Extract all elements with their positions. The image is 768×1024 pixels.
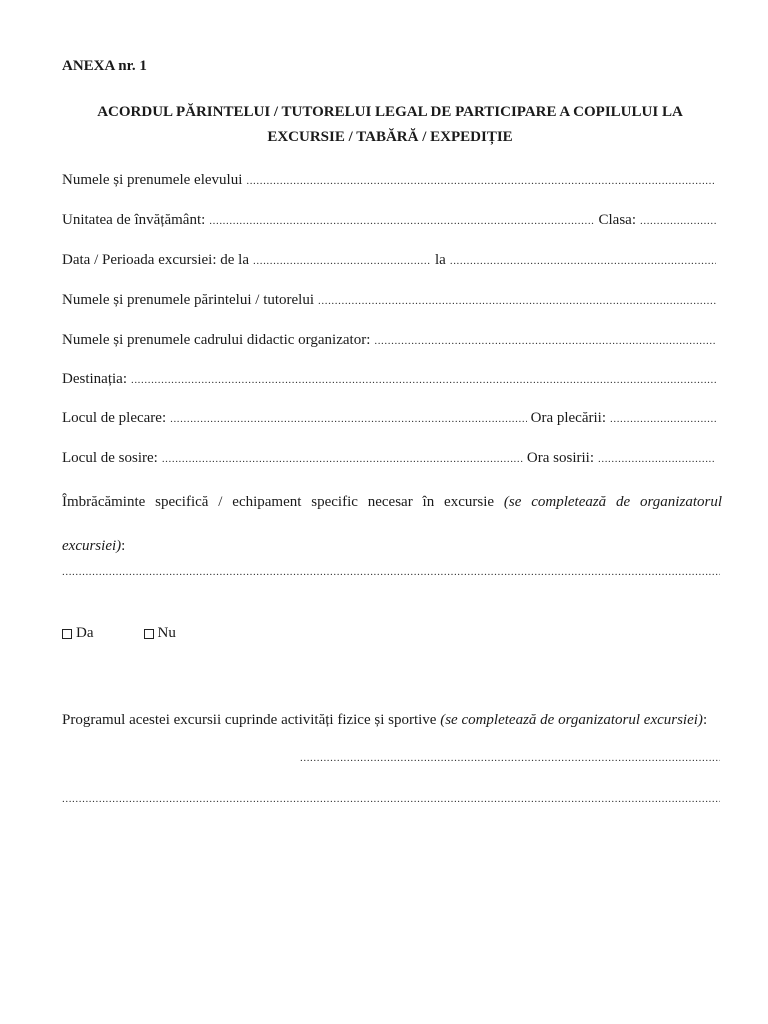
class-field[interactable] <box>640 215 716 227</box>
equipment-field[interactable] <box>62 566 720 578</box>
departure-place-field[interactable] <box>170 413 527 425</box>
program-paragraph <box>62 698 722 742</box>
class-label: Clasa: <box>598 212 636 228</box>
yes-label: Da <box>76 625 94 641</box>
equipment-line-row <box>62 566 720 578</box>
period-to-label: la <box>435 252 446 268</box>
equipment-paragraph <box>62 480 722 568</box>
document-title <box>60 100 720 150</box>
arrival-row <box>62 450 720 467</box>
period-from-label: Data / Perioada excursiei: de la <box>62 252 250 268</box>
equipment-colon: : <box>121 538 126 554</box>
program-colon: : <box>702 712 708 728</box>
teacher-name-row <box>62 332 720 349</box>
no-label: Nu <box>157 625 176 641</box>
parent-name-row <box>62 292 720 309</box>
program-line-row-2 <box>62 793 720 805</box>
student-name-field[interactable] <box>246 175 716 187</box>
no-checkbox[interactable] <box>144 629 154 639</box>
school-unit-row <box>62 212 720 229</box>
parent-name-label: Numele și prenumele părintelui / tutorelui <box>62 292 315 308</box>
program-field-2[interactable] <box>62 793 720 805</box>
departure-row <box>62 410 720 427</box>
program-text: Programul acestei excursii cuprinde activități fizice și sportive <box>62 712 437 728</box>
yes-checkbox[interactable] <box>62 629 72 639</box>
departure-time-field[interactable] <box>610 413 716 425</box>
student-name-label: Numele și prenumele elevului <box>62 172 243 188</box>
program-note: (se completează de organizatorul excursiei) <box>440 712 703 728</box>
no-option[interactable] <box>144 625 176 642</box>
title-line-1: ACORDUL PĂRINTELUI / TUTORELUI LEGAL DE PARTICIPARE A COPILULUI LA <box>97 104 683 120</box>
arrival-time-label: Ora sosirii: <box>526 450 594 466</box>
school-unit-field[interactable] <box>209 215 594 227</box>
teacher-name-label: Numele și prenumele cadrului didactic organizator: <box>62 332 371 348</box>
period-to-field[interactable] <box>450 255 716 267</box>
parent-name-field[interactable] <box>318 295 716 307</box>
student-name-row <box>62 172 720 189</box>
period-row <box>62 252 720 269</box>
arrival-place-field[interactable] <box>162 453 523 465</box>
equipment-note: (se completează de organizatorul excursiei) <box>62 494 722 554</box>
yes-no-options <box>62 625 176 642</box>
destination-label: Destinația: <box>62 371 127 387</box>
yes-option[interactable] <box>62 625 94 642</box>
program-line-row-1 <box>300 752 720 764</box>
equipment-text: Îmbrăcăminte specifică / echipament specific necesar în excursie <box>62 494 495 510</box>
teacher-name-field[interactable] <box>374 335 716 347</box>
destination-field[interactable] <box>131 374 716 386</box>
program-field-1[interactable] <box>300 752 720 764</box>
period-from-field[interactable] <box>253 255 431 267</box>
departure-place-label: Locul de plecare: <box>62 410 167 426</box>
title-line-2: EXCURSIE / TABĂRĂ / EXPEDIȚIE <box>267 129 513 145</box>
destination-row <box>62 371 720 388</box>
school-unit-label: Unitatea de învățământ: <box>62 212 206 228</box>
departure-time-label: Ora plecării: <box>530 410 606 426</box>
annex-label: ANEXA nr. 1 <box>62 58 147 74</box>
arrival-place-label: Locul de sosire: <box>62 450 158 466</box>
arrival-time-field[interactable] <box>598 453 716 465</box>
